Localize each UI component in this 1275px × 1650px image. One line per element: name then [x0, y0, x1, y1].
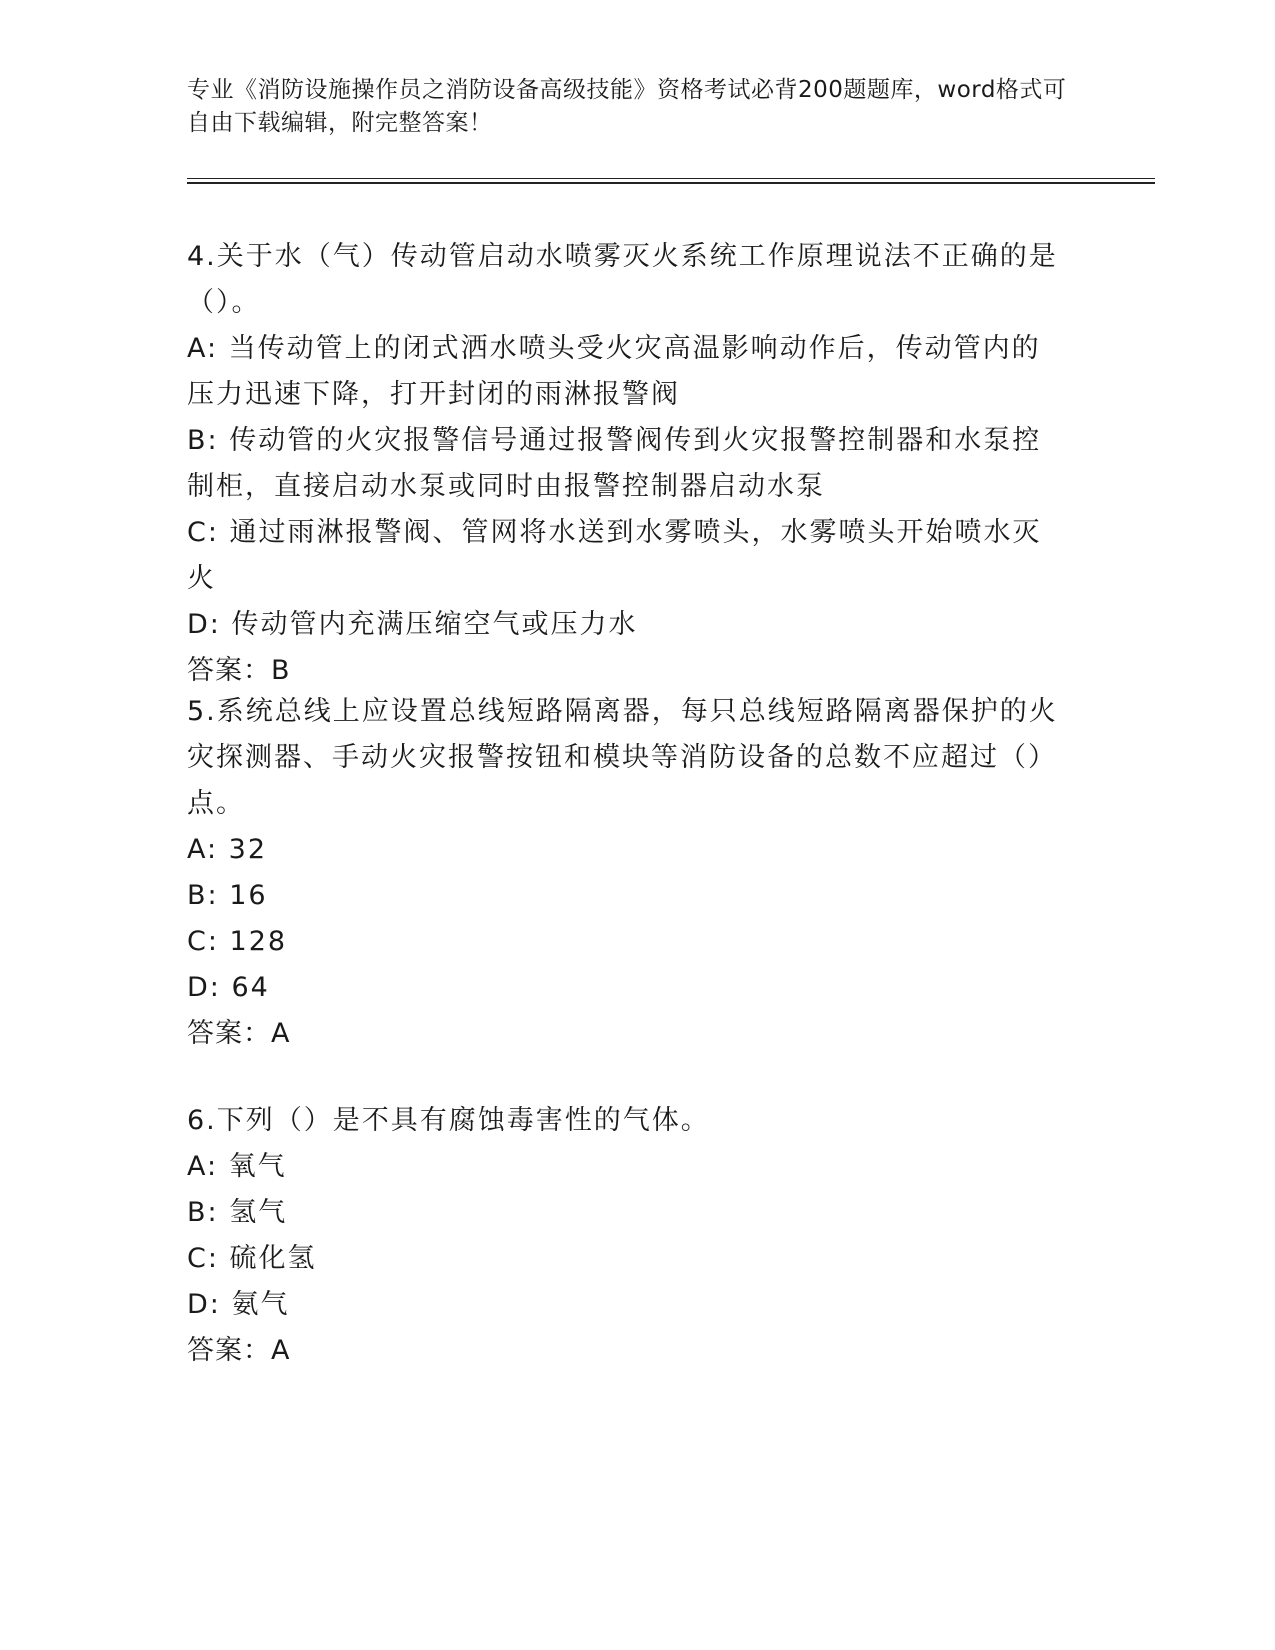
question-stem: 6.下列（）是不具有腐蚀毒害性的气体。 — [187, 1105, 710, 1136]
answer-label: 答案：A — [187, 1335, 291, 1366]
header-divider-thin — [187, 178, 1155, 179]
option-c: C: 通过雨淋报警阀、管网将水送到水雾喷头，水雾喷头开始喷水灭火 — [187, 517, 1042, 594]
question-stem: 5.系统总线上应设置总线短路隔离器，每只总线短路隔离器保护的火灾探测器、手动火灾报警按钮和模块等消防设备的总数不应超过（）点。 — [187, 696, 1058, 819]
question-5 — [187, 689, 1067, 1057]
option-a: A: 氧气 — [187, 1151, 287, 1182]
option-a: A: 当传动管上的闭式洒水喷头受火灾高温影响动作后，传动管内的压力迅速下降，打开封闭的雨淋报警阀 — [187, 333, 1041, 410]
answer-label: 答案：A — [187, 1018, 291, 1049]
document-header: 专业《消防设施操作员之消防设备高级技能》资格考试必背200题题库，word格式可自由下载编辑，附完整答案！ — [187, 77, 1067, 136]
option-a: A: 32 — [187, 834, 268, 865]
option-b: B: 16 — [187, 880, 268, 911]
question-4 — [187, 234, 1067, 694]
option-d: D: 传动管内充满压缩空气或压力水 — [187, 609, 638, 640]
header-divider-thick — [187, 182, 1155, 184]
option-d: D: 氨气 — [187, 1289, 290, 1320]
answer-label: 答案：B — [187, 655, 291, 686]
option-b: B: 氢气 — [187, 1197, 288, 1228]
option-b: B: 传动管的火灾报警信号通过报警阀传到火灾报警控制器和水泵控制柜，直接启动水泵或同时由报警控制器启动水泵 — [187, 425, 1042, 502]
option-d: D: 64 — [187, 972, 270, 1003]
option-c: C: 硫化氢 — [187, 1243, 317, 1274]
option-c: C: 128 — [187, 926, 288, 957]
question-stem: 4.关于水（气）传动管启动水喷雾灭火系统工作原理说法不正确的是（）。 — [187, 241, 1058, 318]
question-6 — [187, 1098, 1067, 1374]
